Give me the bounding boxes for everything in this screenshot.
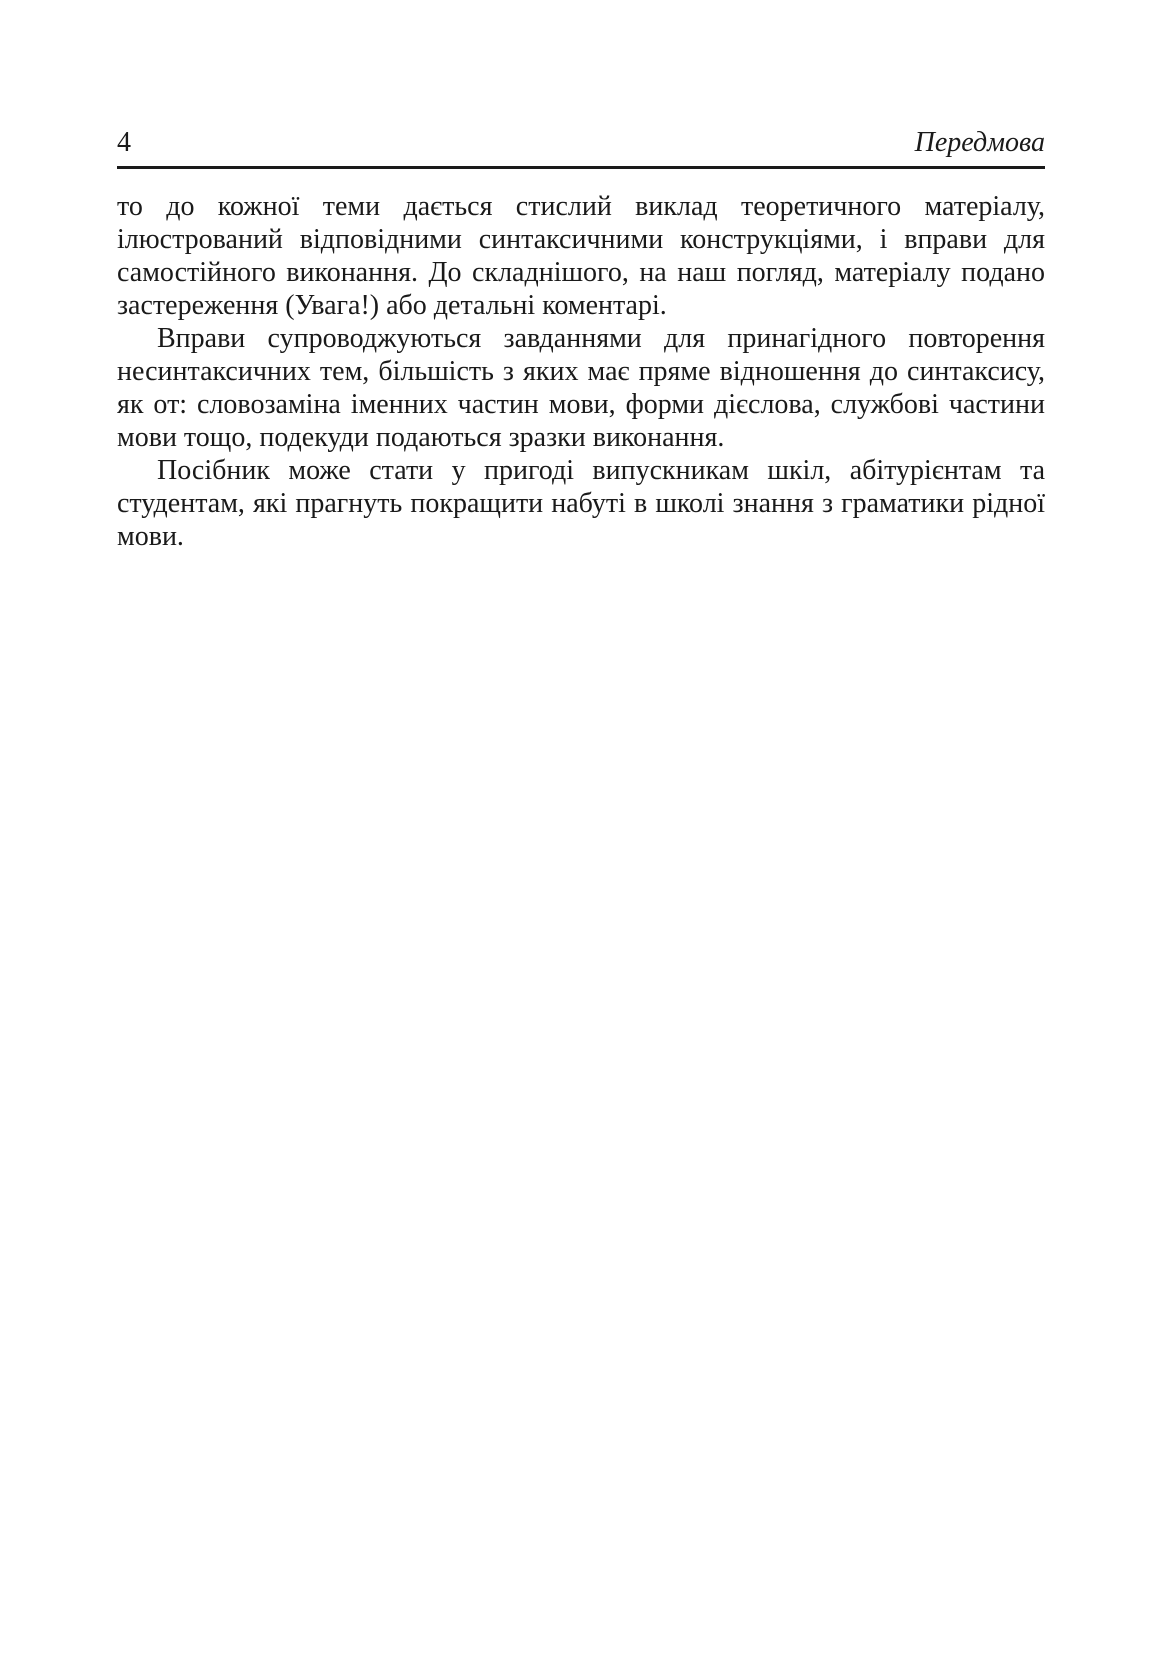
page-header [117,126,1045,166]
page-number: 4 [117,127,131,158]
paragraph-audience: Посібник може стати у пригоді випускникам шкіл, абітурієнтам та студентам, які прагнуть покращити набуті в школі знання з граматики рідної мови. [117,455,1045,552]
running-title: Передмова [914,127,1045,158]
paragraph-continuation: то до кожної теми дається стислий виклад теоретичного матеріалу, ілюстрований відповідними синтаксичними конструкціями, і вправи для самостійного виконання. До складнішого, на наш погляд, матеріалу подано застереження (Увага!) або детальні коментарі. [117,191,1045,321]
header-rule [117,166,1045,169]
body-text [117,190,1045,553]
paragraph-exercises: Вправи супроводжуються завданнями для принагідного повторення несинтаксичних тем, більшість з яких має пряме відношення до синтаксису, як от: словозаміна іменних частин мови, форми дієслова, службові частини мови тощо, подекуди подаються зразки виконання. [117,323,1045,453]
